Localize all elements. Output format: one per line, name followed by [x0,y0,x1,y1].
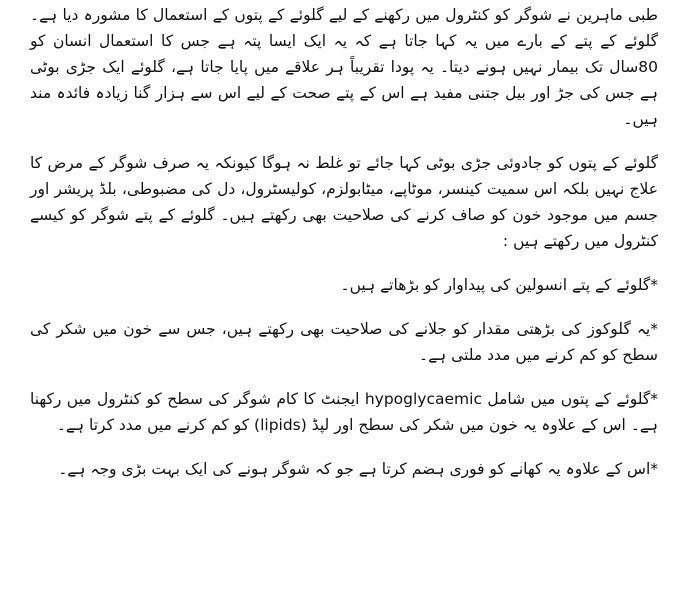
bullet-hypoglycaemic: *گلوئے کے پتوں میں شامل hypoglycaemic ایجنٹ کا کام شوگر کی سطح کو کنٹرول میں رکھنا ہے۔ اس کے علاوہ یہ خون میں شکر کی سطح اور لپڈ (lipids) کو کم کرنے میں مدد کرتا ہے۔ [30,390,658,434]
paragraph-intro: طبی ماہرین نے شوگر کو کنٹرول میں رکھنے کے لیے گلوئے کے پتوں کے استعمال کا مشورہ دیا ہے۔ گلوئے کے پتے کے بارے میں یہ کہا جاتا ہے کہ یہ ایک ایسا پتہ ہے جس کا استعمال انسان کو 80سال تک بیمار نہیں ہونے دیتا۔ یہ پودا تقریباً ہر علاقے میں پایا جاتا ہے، گلوئے ایک جڑی بوٹی ہے جس کی جڑ اور بیل جتنی مفید ہے اس کے پتے صحت کے لیے اس سے ہزار گنا زیادہ فائدہ مند ہیں۔ [30,6,658,128]
article-body [30,2,658,482]
bullet-insulin: *گلوئے کے پتے انسولین کی پیداوار کو بڑھاتے ہیں۔ [340,276,658,294]
bullet-digestion: *اس کے علاوہ یہ کھانے کو فوری ہضم کرتا ہے جو کہ شوگر ہونے کی ایک بہت بڑی وجہ ہے۔ [58,460,658,478]
bullet-glucose: *یہ گلوکوز کی بڑھتی مقدار کو جلانے کی صلاحیت بھی رکھتے ہیں، جس سے خون میں شکر کی سطح کو کم کرنے میں مدد ملتی ہے۔ [30,320,658,364]
paragraph-magic-herb: گلوئے کے پتوں کو جادوئی جڑی بوٹی کہا جائے تو غلط نہ ہوگا کیونکہ یہ صرف شوگر کے مرض کا علاج نہیں بلکہ اس سمیت کینسر، موٹاپے، میٹابولزم، کولیسٹرول، دل کی مضبوطی، بلڈ پریشر اور جسم میں موجود خون کو صاف کرنے کی صلاحیت بھی رکھتے ہیں۔ گلوئے کے پتے شوگر کو کیسے کنٹرول میں رکھتے ہیں : [30,154,658,250]
